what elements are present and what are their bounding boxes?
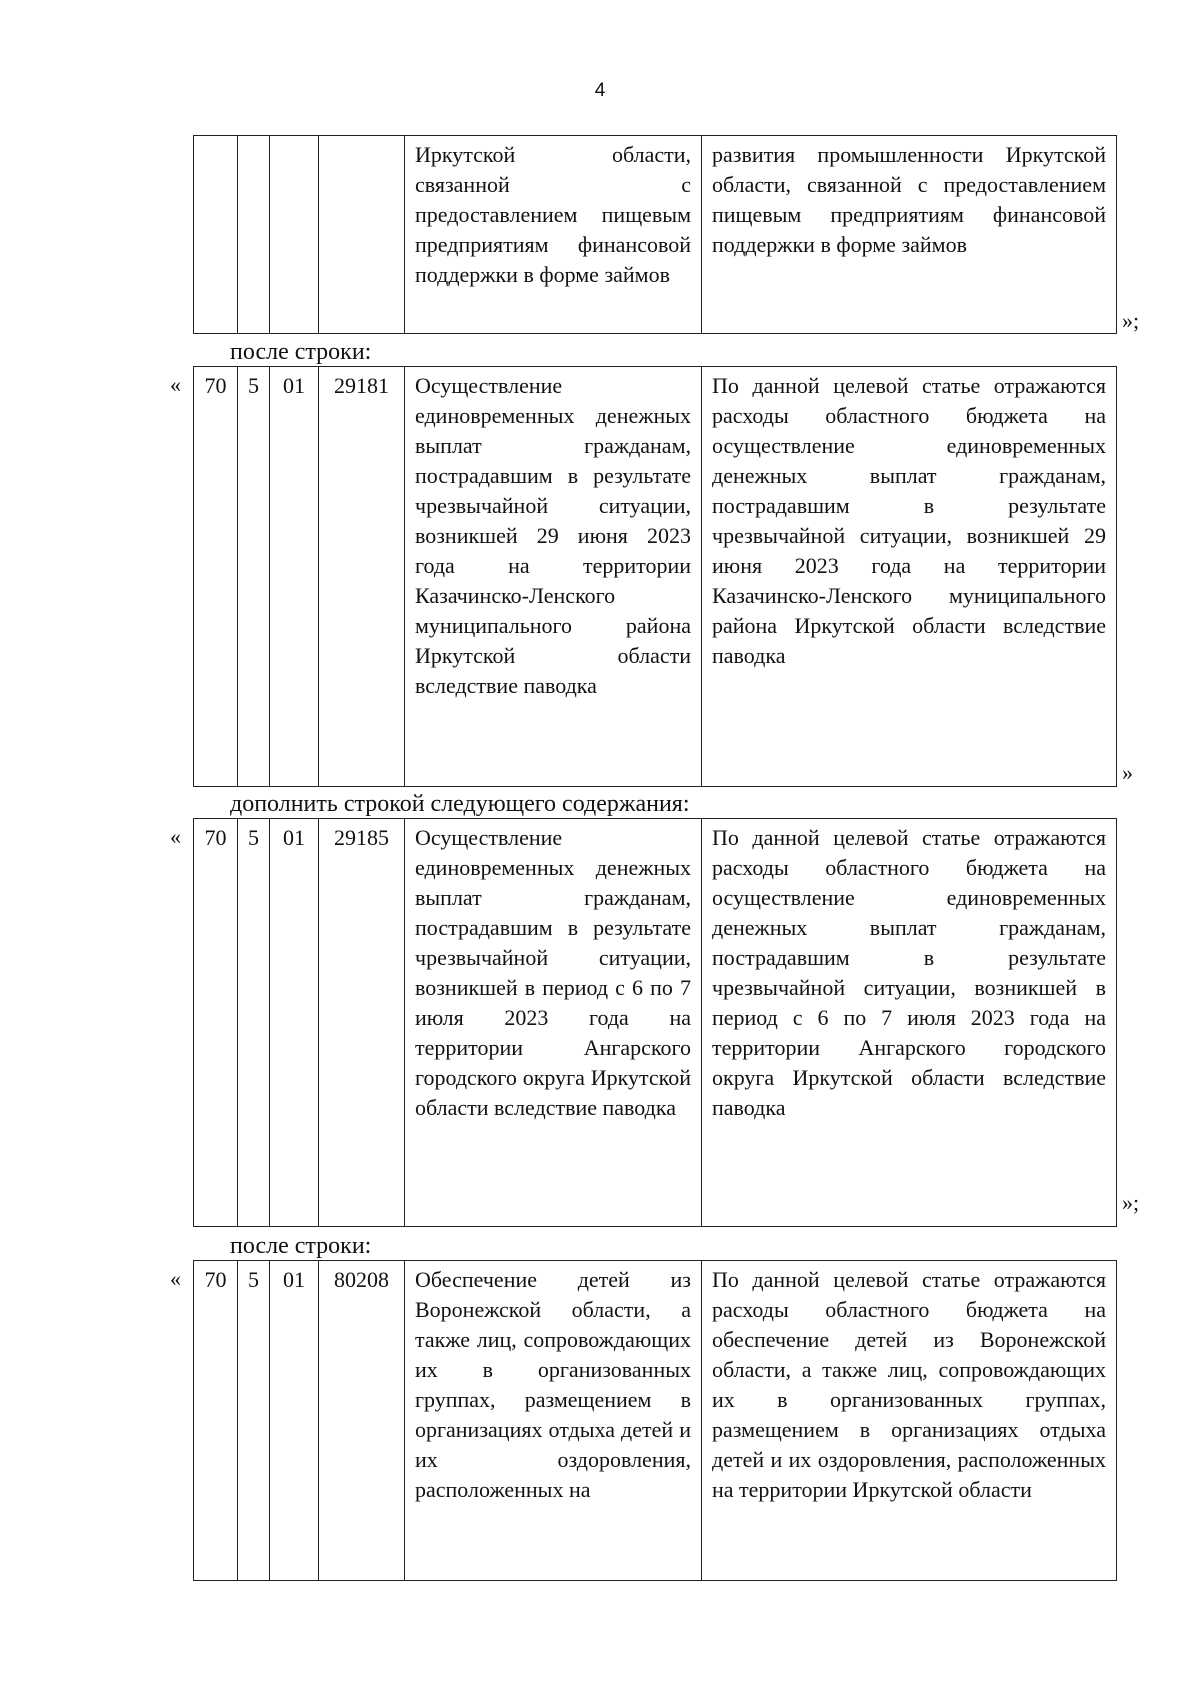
close-quote: »;: [1122, 1190, 1140, 1215]
table-block-29185: [193, 818, 1117, 1227]
cell-description: По данной целевой статье отражаются расходы областного бюджета на обеспечение детей из Воронежской области, а также лиц, сопровождающих их в организованных группах, размещением в организациях отдыха детей и их оздоровления, расположенных на территории Иркутской области: [702, 1261, 1117, 1581]
open-quote: «: [170, 1266, 181, 1291]
cell-name: Осуществление единовременных денежных выплат гражданам, пострадавшим в результате чрезвычайной ситуации, возникшей 29 июня 2023 года на территории Казачинско-Ленского муниципального района Иркутской области вследствие паводка: [405, 367, 702, 787]
table-row: [194, 367, 1117, 787]
instruction-text: после строки:: [230, 339, 372, 365]
cell-event: 01: [270, 1261, 319, 1581]
cell-program: 70: [194, 367, 238, 787]
cell-name: Иркутской области, связанной с предоставлением пищевым предприятиям финансовой поддержки в форме займов: [405, 136, 702, 334]
cell-direction: 29185: [319, 819, 405, 1227]
cell-name: Осуществление единовременных денежных выплат гражданам, пострадавшим в результате чрезвычайной ситуации, возникшей в период с 6 по 7 июля 2023 года на территории Ангарского городского округа Иркутской области вследствие паводка: [405, 819, 702, 1227]
page-number: 4: [594, 80, 606, 101]
cell-program: [194, 136, 238, 334]
cell-subprogram: 5: [238, 1261, 270, 1581]
cell-subprogram: 5: [238, 819, 270, 1227]
cell-event: [270, 136, 319, 334]
cell-description: развития промышленности Иркутской области, связанной с предоставлением пищевым предприятиям финансовой поддержки в форме займов: [702, 136, 1117, 334]
cell-event: 01: [270, 367, 319, 787]
table-block-80208: [193, 1260, 1117, 1581]
cell-subprogram: 5: [238, 367, 270, 787]
cell-name: Обеспечение детей из Воронежской области, а также лиц, сопровождающих их в организованных группах, размещением в организациях отдыха детей и их оздоровления, расположенных на: [405, 1261, 702, 1581]
open-quote: «: [170, 824, 181, 849]
open-quote: «: [170, 372, 181, 397]
close-quote: »: [1122, 760, 1133, 785]
cell-program: 70: [194, 819, 238, 1227]
instruction-text: после строки:: [230, 1233, 372, 1259]
cell-program: 70: [194, 1261, 238, 1581]
instruction-text: дополнить строкой следующего содержания:: [230, 791, 690, 817]
table-row: [194, 819, 1117, 1227]
table-row: [194, 136, 1117, 334]
cell-direction: [319, 136, 405, 334]
table-row: [194, 1261, 1117, 1581]
table-block-continuation: [193, 135, 1117, 334]
close-quote: »;: [1122, 308, 1140, 333]
table-block-29181: [193, 366, 1117, 787]
cell-direction: 80208: [319, 1261, 405, 1581]
cell-subprogram: [238, 136, 270, 334]
cell-description: По данной целевой статье отражаются расходы областного бюджета на осуществление единовременных денежных выплат гражданам, пострадавшим в результате чрезвычайной ситуации, возникшей 29 июня 2023 года на территории Казачинско-Ленского муниципального района Иркутской области вследствие паводка: [702, 367, 1117, 787]
cell-direction: 29181: [319, 367, 405, 787]
cell-event: 01: [270, 819, 319, 1227]
cell-description: По данной целевой статье отражаются расходы областного бюджета на осуществление единовременных денежных выплат гражданам, пострадавшим в результате чрезвычайной ситуации, возникшей в период с 6 по 7 июля 2023 года на территории Ангарского городского округа Иркутской области вследствие паводка: [702, 819, 1117, 1227]
